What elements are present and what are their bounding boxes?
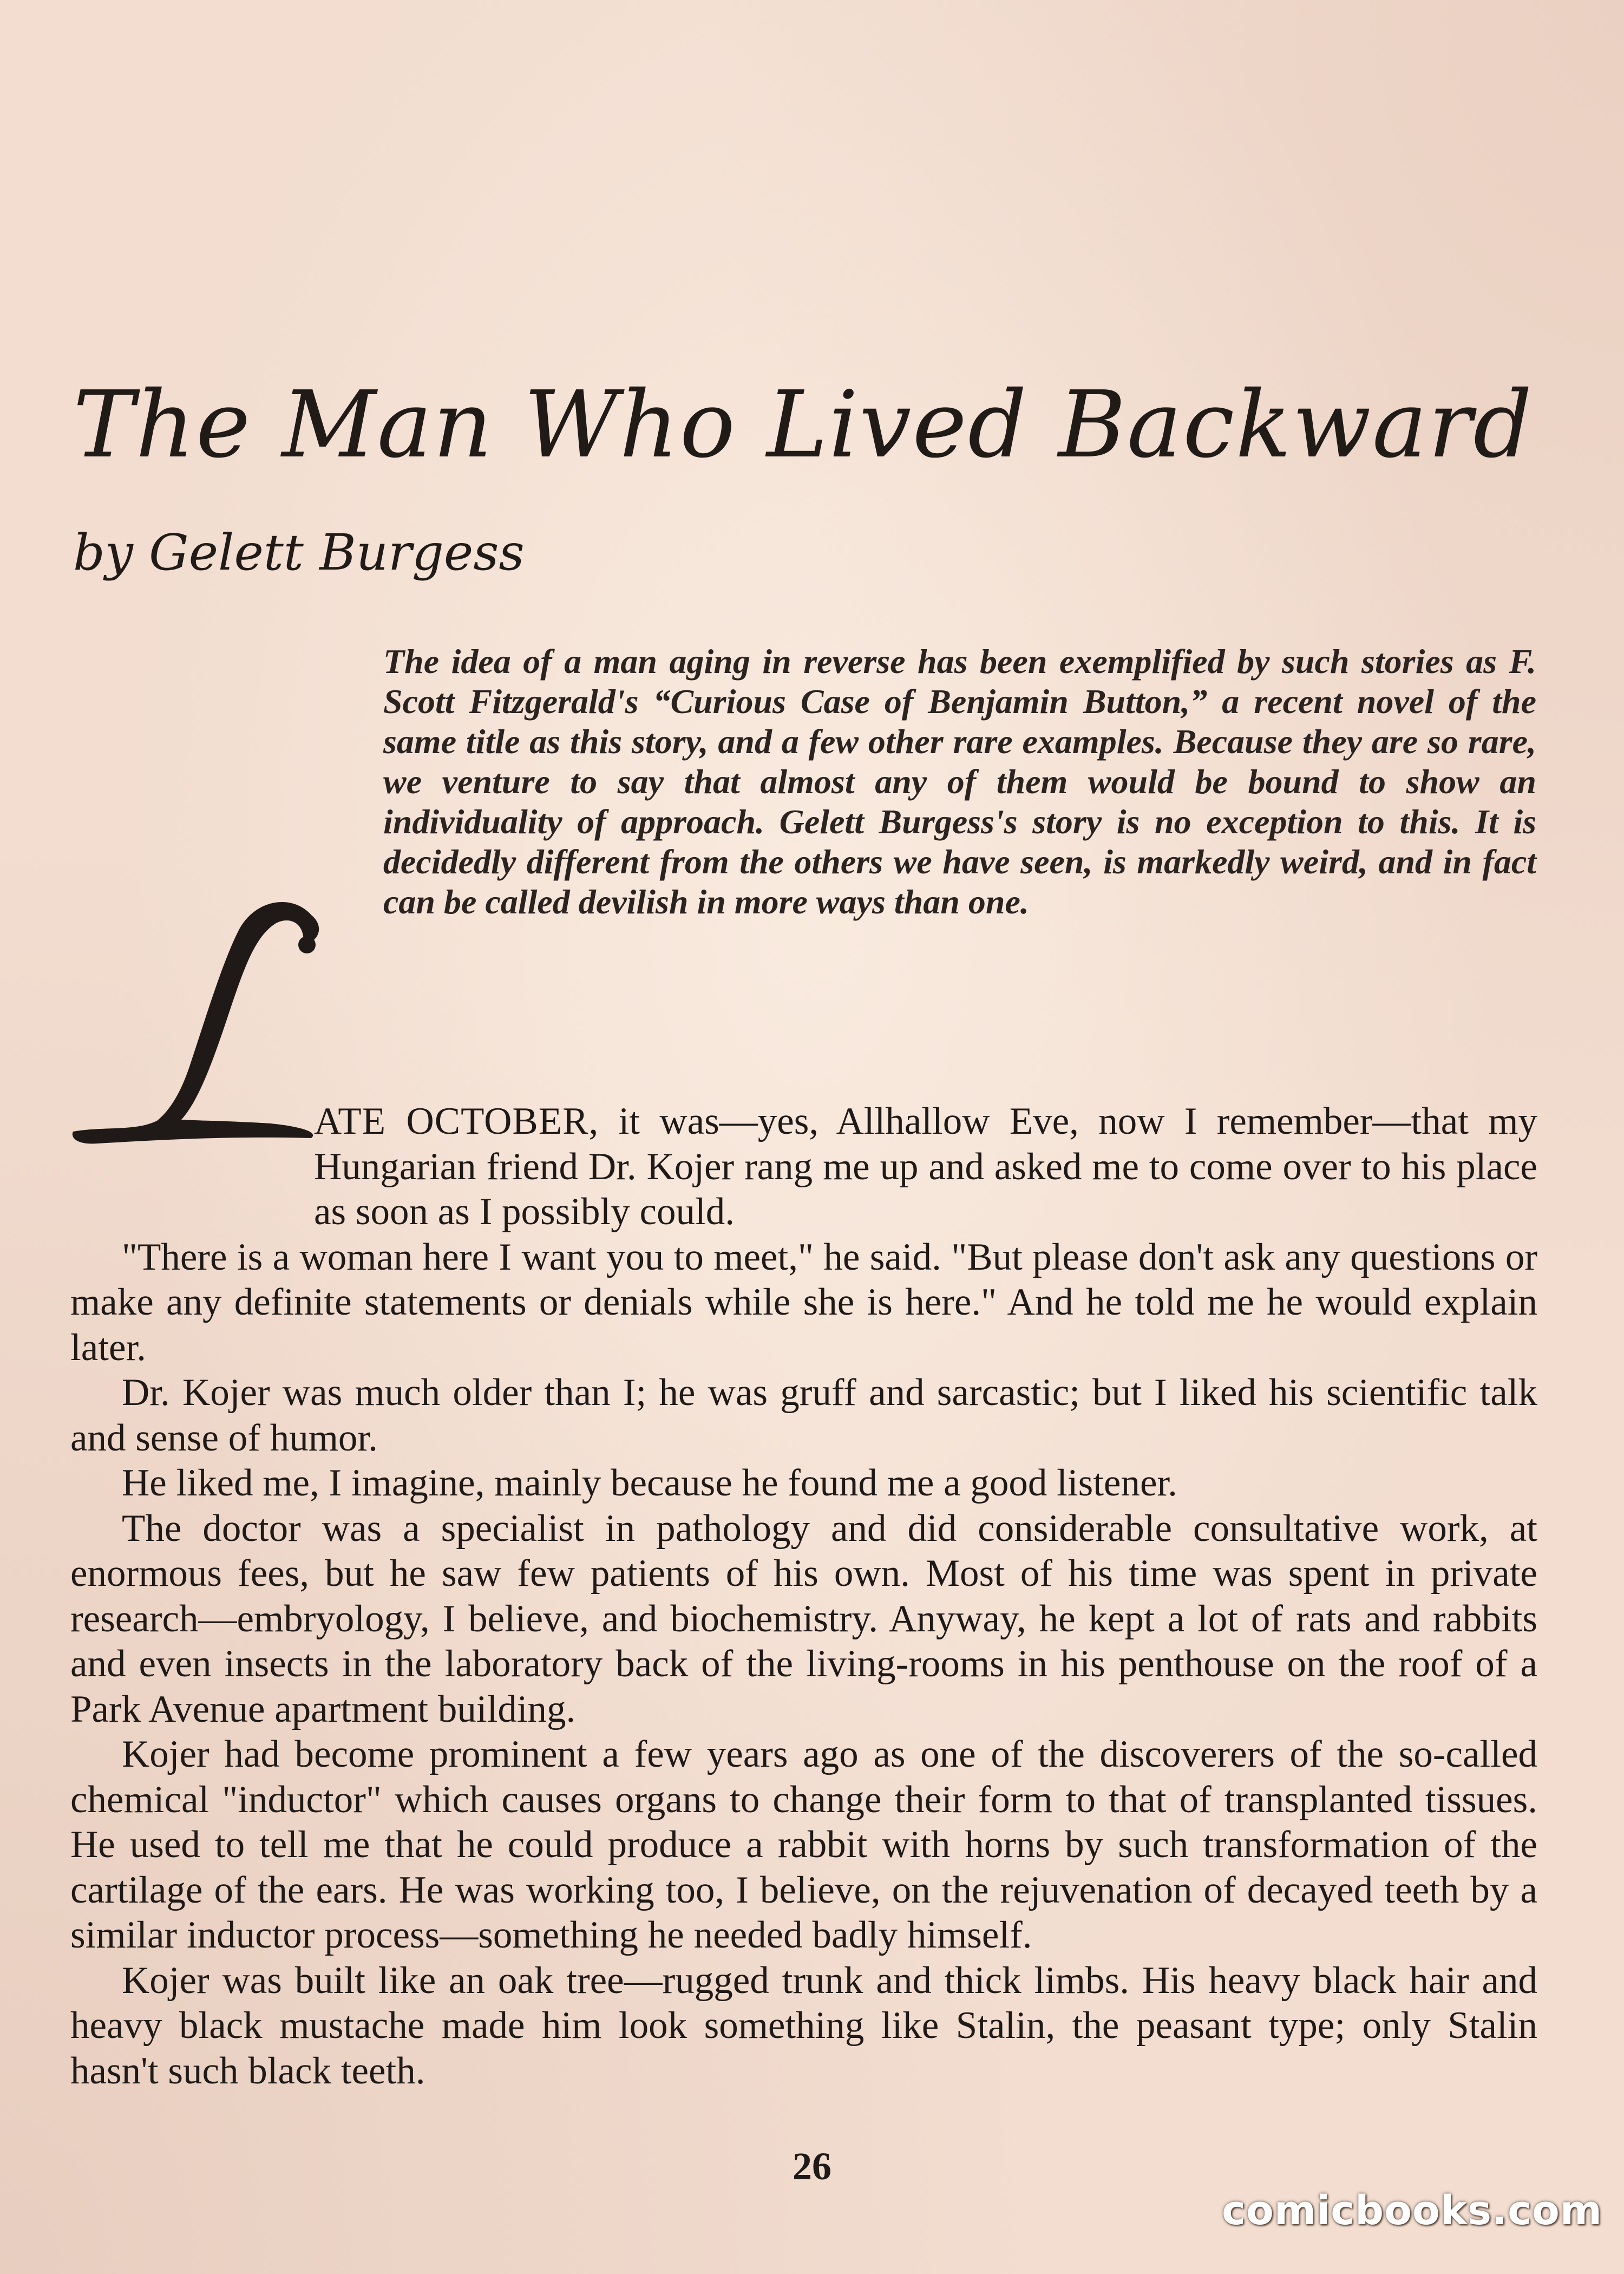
article-body <box>70 1099 1537 2094</box>
paragraph: He liked me, I imagine, mainly because he found me a good listener. <box>122 1462 1177 1504</box>
paragraph: Kojer had become prominent a few years ago as one of the discoverers of the so-called chemical "inductor" which causes organs to change their form to that of transplanted tissues. He used to tell me that he could produce a rabbit with horns by such transformation of the cartilage of the ears. He was working too, I believe, on the rejuvenation of decayed teeth by a similar inductor process—something he needed badly himself. <box>70 1733 1537 1956</box>
intro-blurb: The idea of a man aging in reverse has been exemplified by such stories as F. Scott Fitzgerald's “Curious Case of Benjamin Button,” a recent novel of the same title as this story, and a few other rare examples. Because they are so rare, we venture to say that almost any of them would be bound to show an individuality of approach. Gelett Burgess's story is no exception to this. It is decidedly different from the others we have seen, is markedly weird, and in fact can be called devilish in more ways than one. <box>383 642 1536 921</box>
article-title: The Man Who Lived Backward <box>73 371 1534 479</box>
paragraph: "There is a woman here I want you to meet," he said. "But please don't ask any questions or make any definite statements or denials while she is here." And he told me he would explain later. <box>70 1236 1537 1369</box>
page-number: 26 <box>793 2145 831 2188</box>
first-paragraph-lead: ATE OCTOBER, <box>314 1100 599 1142</box>
paragraph: The doctor was a specialist in pathology and did considerable consultative work, at enormous fees, but he saw few patients of his own. Most of his time was spent in private research—embryology, I believe, and biochemistry. Anyway, he kept a lot of rats and rabbits and even insects in the laboratory back of the living-rooms in his penthouse on the roof of a Park Avenue apartment building. <box>70 1507 1537 1730</box>
first-paragraph <box>70 1099 1537 1235</box>
paragraph: Dr. Kojer was much older than I; he was gruff and sarcastic; but I liked his scientific talk and sense of humor. <box>70 1371 1537 1459</box>
paragraph: Kojer was built like an oak tree—rugged trunk and thick limbs. His heavy black hair and heavy black mustache made him look something like Stalin, the peasant type; only Stalin hasn't such black teeth. <box>70 1959 1537 2092</box>
site-watermark: comicbooks.com <box>1222 2187 1602 2234</box>
first-paragraph-text: it was—yes, Allhallow Eve, now I remember—that my Hungarian friend Dr. Kojer rang me up and asked me to come over to his place as soon as I possibly could. <box>314 1100 1538 1233</box>
author-byline: by Gelett Burgess <box>73 524 525 581</box>
